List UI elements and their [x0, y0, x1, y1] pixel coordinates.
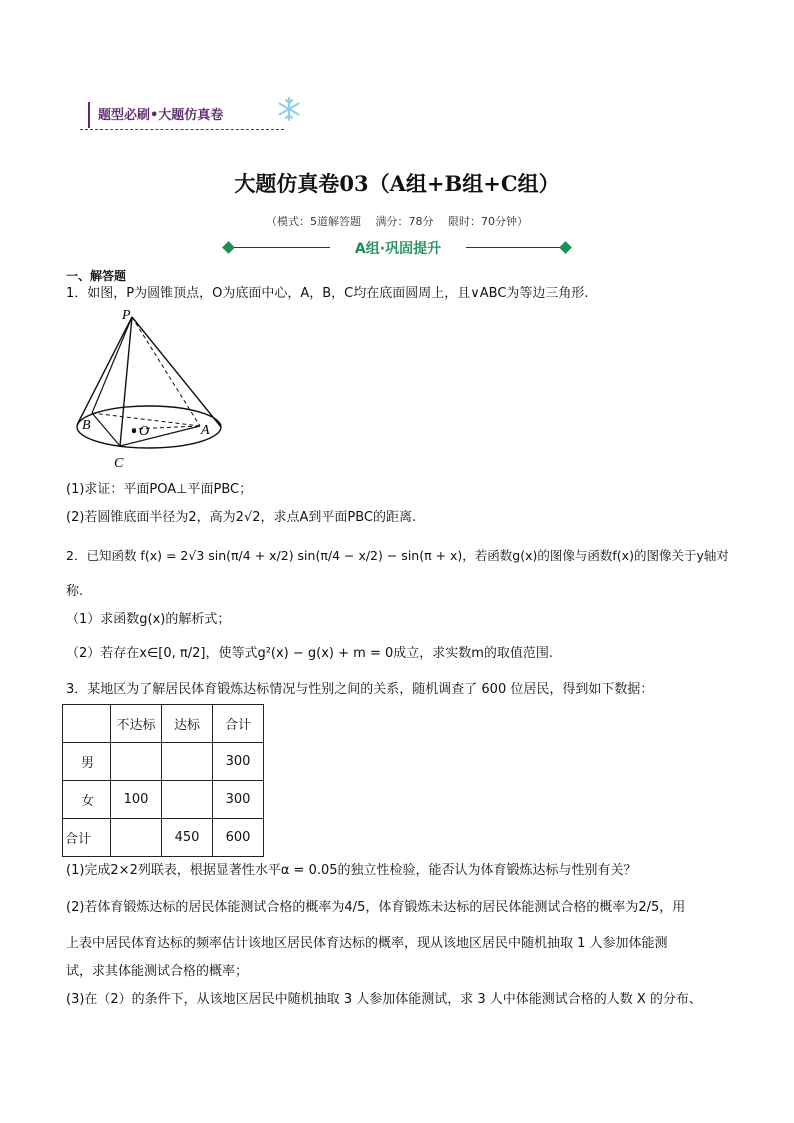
table-cell: 300	[213, 781, 264, 819]
label-B: B	[82, 418, 91, 433]
table-header-cell: 不达标	[111, 705, 162, 743]
q2-part2: （2）若存在x∈[0, π/2]，使等式g²(x) − g(x) + m = 0成立，求实数m的取值范围.	[66, 646, 554, 661]
banner-left-diamond	[222, 241, 235, 254]
banner-right-line	[466, 247, 562, 248]
contingency-table	[62, 704, 264, 857]
group-banner	[222, 238, 574, 260]
header-tag	[76, 100, 286, 132]
table-cell	[162, 743, 213, 781]
table-row	[63, 743, 264, 781]
table-cell: 600	[213, 819, 264, 857]
q2-stem-line1: 2．已知函数 f(x) = 2√3 sin(π/4 + x/2) sin(π/4 − x/2) − sin(π + x)，若函数g(x)的图像与函数f(x)的图像关于y轴对	[66, 548, 729, 563]
banner-left-line	[234, 247, 330, 248]
table-cell	[162, 781, 213, 819]
header-underline	[80, 129, 284, 130]
q1-stem: 1．如图，P为圆锥顶点，O为底面中心，A，B，C均在底面圆周上，且∨ABC为等边三角形.	[66, 286, 589, 301]
table-cell: 450	[162, 819, 213, 857]
table-header-cell: 合计	[213, 705, 264, 743]
snowflake-icon	[276, 96, 302, 122]
page-subtitle: （模式：5道解答题 满分：78分 限时：70分钟）	[266, 215, 528, 228]
q3-part2-line2: 上表中居民体育达标的频率估计该地区居民体育达标的概率，现从该地区居民中随机抽取 1 人参加体能测	[66, 936, 668, 951]
table-cell	[111, 743, 162, 781]
q3-stem: 3．某地区为了解居民体育锻炼达标情况与性别之间的关系，随机调查了 600 位居民，得到如下数据：	[66, 682, 654, 697]
q3-part1: (1)完成2×2列联表，根据显著性水平α = 0.05的独立性检验，能否认为体育锻炼达标与性别有关？	[66, 863, 637, 878]
table-cell: 合计	[63, 819, 111, 857]
label-A: A	[201, 423, 210, 438]
table-cell: 100	[111, 781, 162, 819]
table-header-cell: 达标	[162, 705, 213, 743]
label-O: O	[139, 424, 150, 439]
q2-stem-line2: 称.	[66, 584, 84, 599]
label-P: P	[122, 308, 131, 323]
label-C: C	[114, 456, 124, 471]
table-cell: 男	[63, 743, 111, 781]
table-header-row	[63, 705, 264, 743]
q1-part1: (1)求证：平面POA⊥平面PBC；	[66, 482, 253, 497]
section-heading: 一、解答题	[66, 269, 127, 283]
group-banner-label: A组·巩固提升	[354, 241, 442, 257]
q1-part2: (2)若圆锥底面半径为2，高为2√2，求点A到平面PBC的距离.	[66, 510, 417, 525]
table-cell	[111, 819, 162, 857]
table-cell: 300	[213, 743, 264, 781]
page-title: 大题仿真卷03（A组+B组+C组）	[234, 171, 560, 196]
table-row	[63, 781, 264, 819]
header-tag-text: 题型必刷•大题仿真卷	[98, 108, 224, 123]
cone-figure	[66, 305, 236, 475]
table-cell: 女	[63, 781, 111, 819]
table-row	[63, 819, 264, 857]
q3-part2-line1: (2)若体育锻炼达标的居民体能测试合格的概率为4/5，体育锻炼未达标的居民体能测试合格的概率为2/5，用	[66, 900, 686, 915]
q2-part1: （1）求函数g(x)的解析式；	[66, 612, 231, 627]
q3-part3: (3)在（2）的条件下，从该地区居民中随机抽取 3 人参加体能测试，求 3 人中体能测试合格的人数 X 的分布、	[66, 992, 702, 1007]
q3-part2-line3: 试，求其体能测试合格的概率；	[66, 964, 249, 979]
header-left-bar	[88, 102, 90, 128]
banner-right-diamond	[559, 241, 572, 254]
table-header-cell	[63, 705, 111, 743]
